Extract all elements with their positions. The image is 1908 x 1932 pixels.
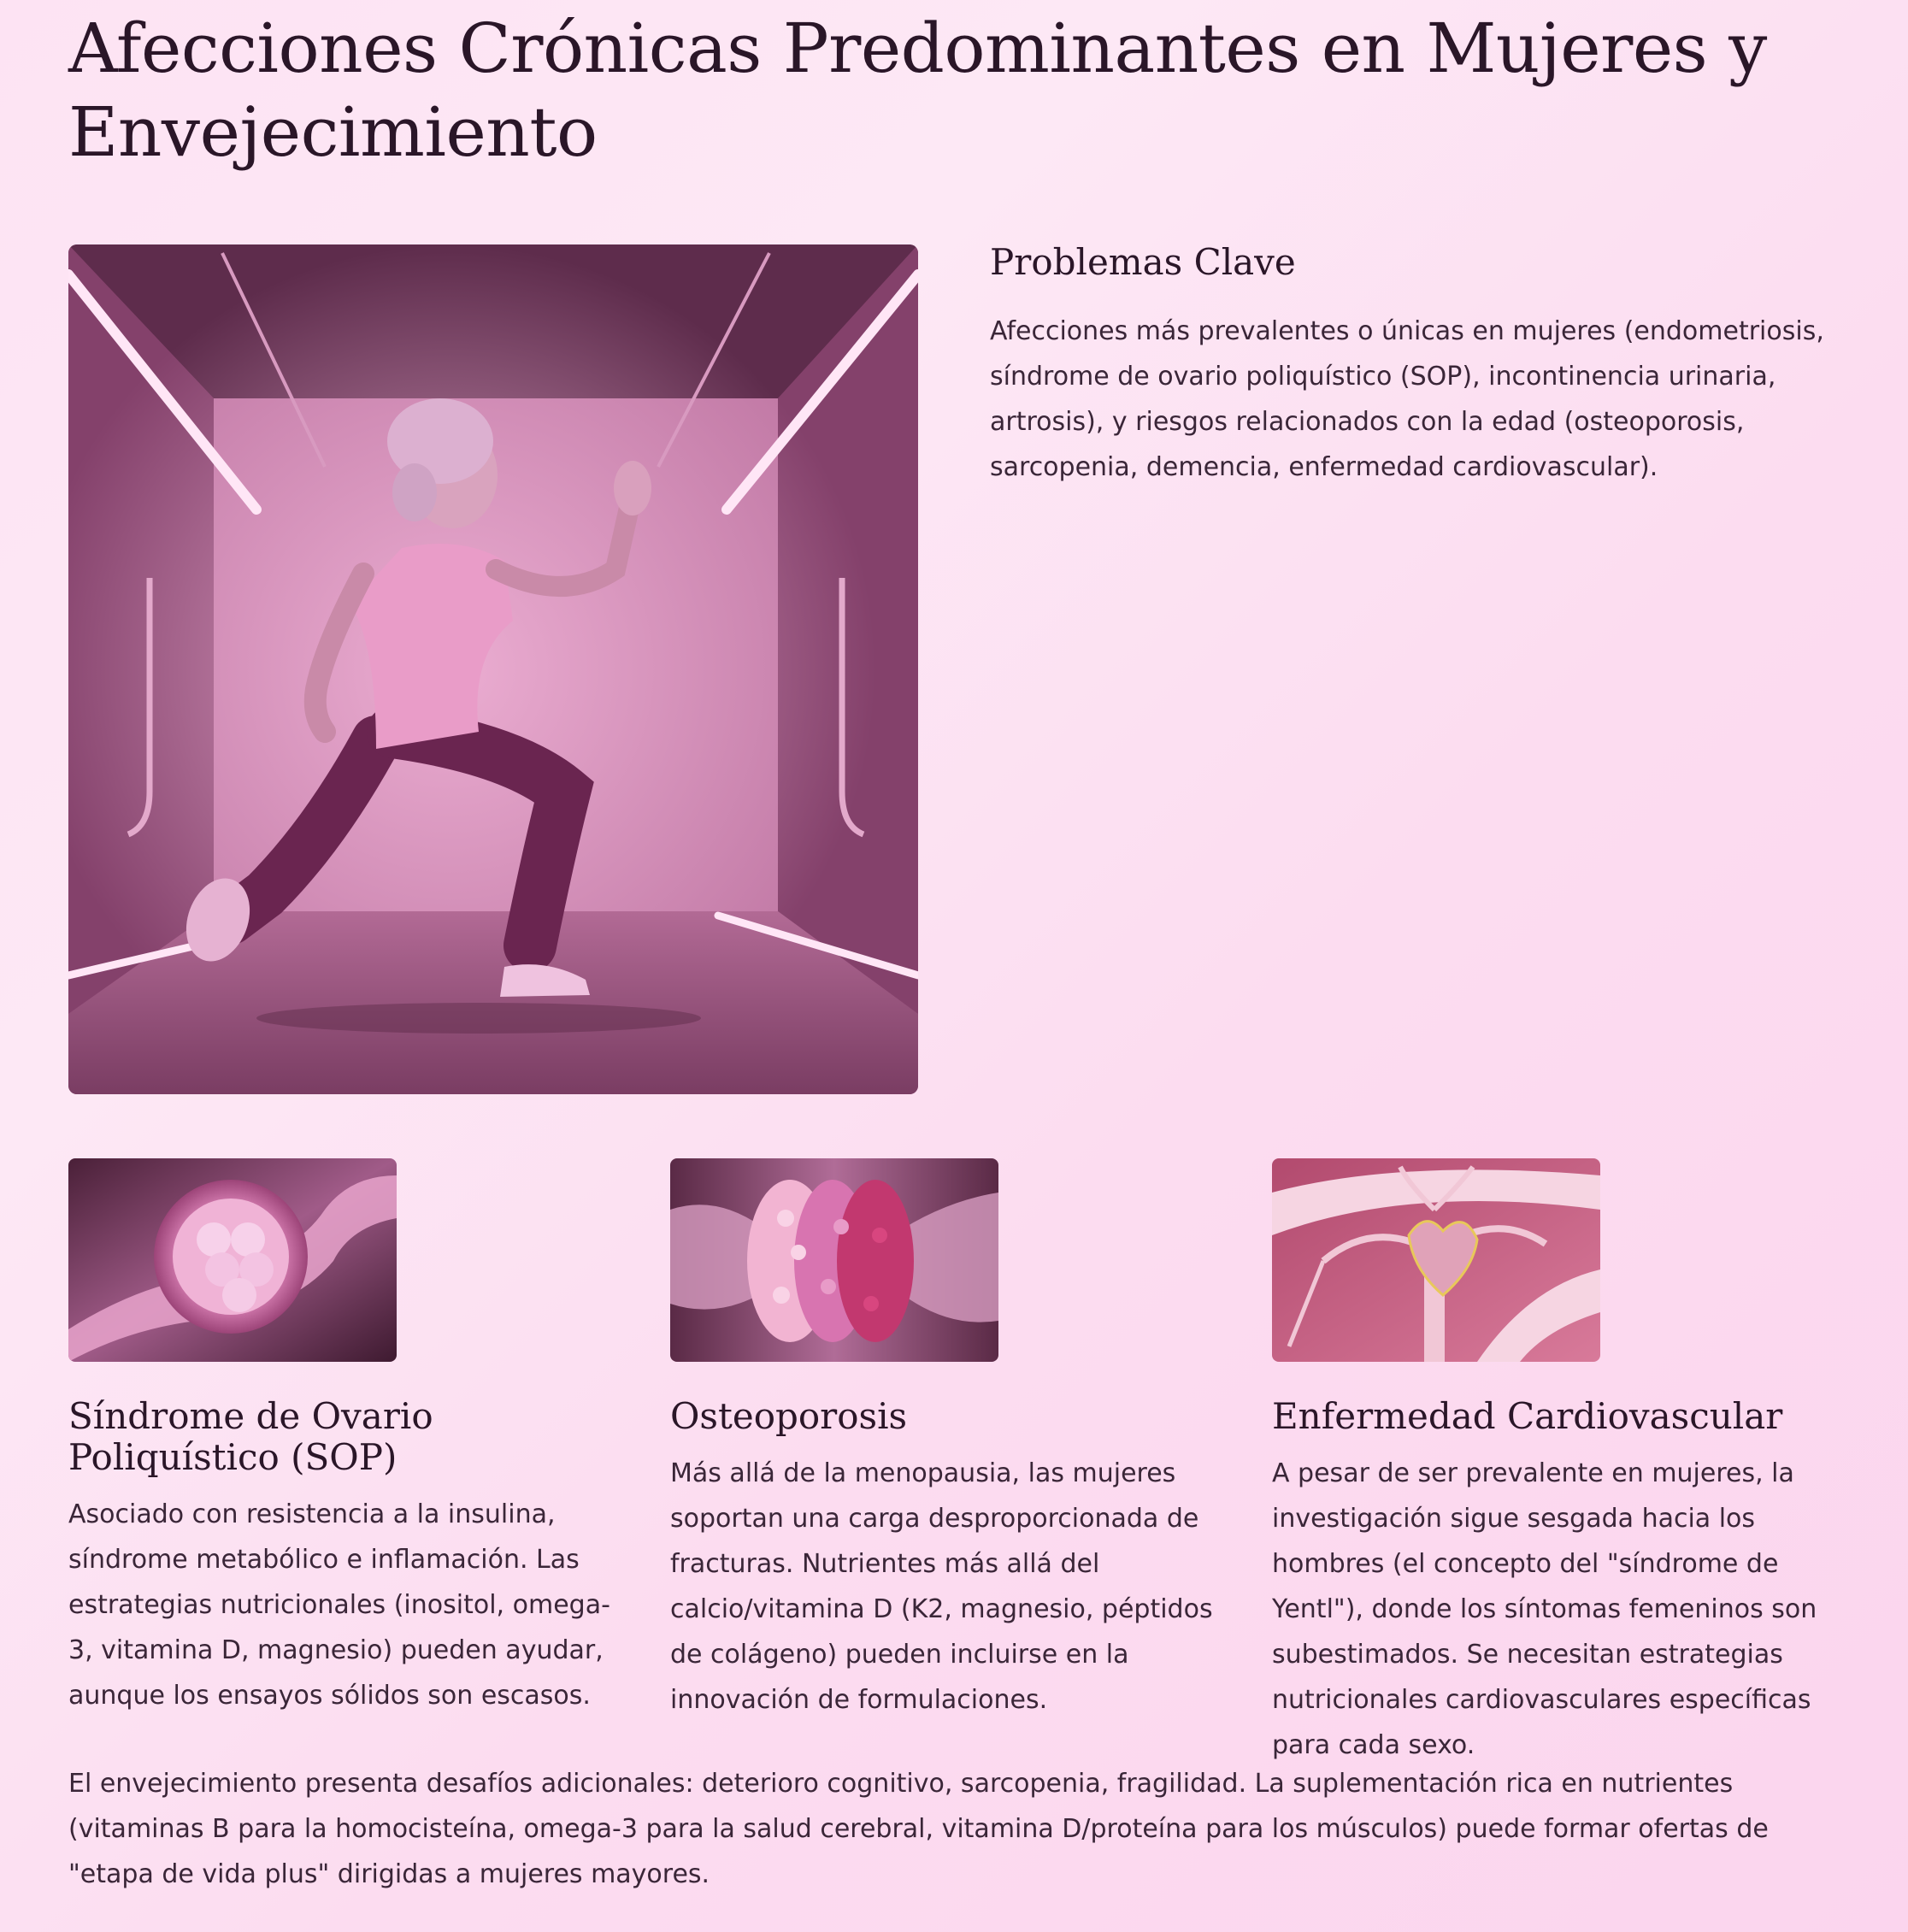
card-osteoporosis <box>670 1158 1234 1723</box>
key-issues-heading: Problemas Clave <box>990 241 1296 283</box>
ovary-follicle-image <box>68 1158 397 1362</box>
card-osteoporosis-text: Más allá de la menopausia, las mujeres soportan una carga desproporcionada de fracturas. Nutrientes más allá del calcio/vitamina D (K2, magnesio, péptidos de colágeno) pueden incluirse en la innovación de formulaciones. <box>670 1458 1213 1715</box>
page <box>68 0 1846 1889</box>
card-osteoporosis-title: Osteoporosis <box>670 1395 908 1437</box>
card-sop <box>68 1158 633 1718</box>
card-cardiovascular-text: A pesar de ser prevalente en mujeres, la investigación sigue sesgada hacia los hombres (el concepto del "síndrome de Yentl"), donde los síntomas femeninos son subestimados. Se necesitan estrategias nutricionales cardiovasculares específicas para cada sexo. <box>1272 1458 1817 1760</box>
aging-footer-text: El envejecimiento presenta desafíos adicionales: deterioro cognitivo, sarcopenia, fragilidad. La suplementación rica en nutrientes (vitaminas B para la homocisteína, omega-3 para la salud cerebral, vitamina D/proteína para los músculos) puede formar ofertas de "etapa de vida plus" dirigidas a mujeres mayores. <box>68 1769 1769 1889</box>
key-issues-text: Afecciones más prevalentes o únicas en mujeres (endometriosis, síndrome de ovario poliquístico (SOP), incontinencia urinaria, artrosis), y riesgos relacionados con la edad (osteoporosis, sarcopenia, demencia, enfermedad cardiovascular). <box>990 316 1824 482</box>
heart-vessels-image <box>1272 1158 1600 1362</box>
card-cardiovascular <box>1272 1158 1836 1768</box>
bone-structure-image <box>670 1158 998 1362</box>
card-cardiovascular-title: Enfermedad Cardiovascular <box>1272 1395 1783 1437</box>
card-sop-title: Síndrome de Ovario Poliquístico (SOP) <box>68 1395 433 1478</box>
card-sop-text: Asociado con resistencia a la insulina, síndrome metabólico e inflamación. Las estrategias nutricionales (inositol, omega-3, vitamina D, magnesio) pueden ayudar, aunque los ensayos sólidos son escasos. <box>68 1499 610 1711</box>
hero-image-woman-running <box>68 244 918 1094</box>
page-title: Afecciones Crónicas Predominantes en Mujeres y Envejecimiento <box>68 9 1767 172</box>
key-issues-section <box>990 241 1845 490</box>
